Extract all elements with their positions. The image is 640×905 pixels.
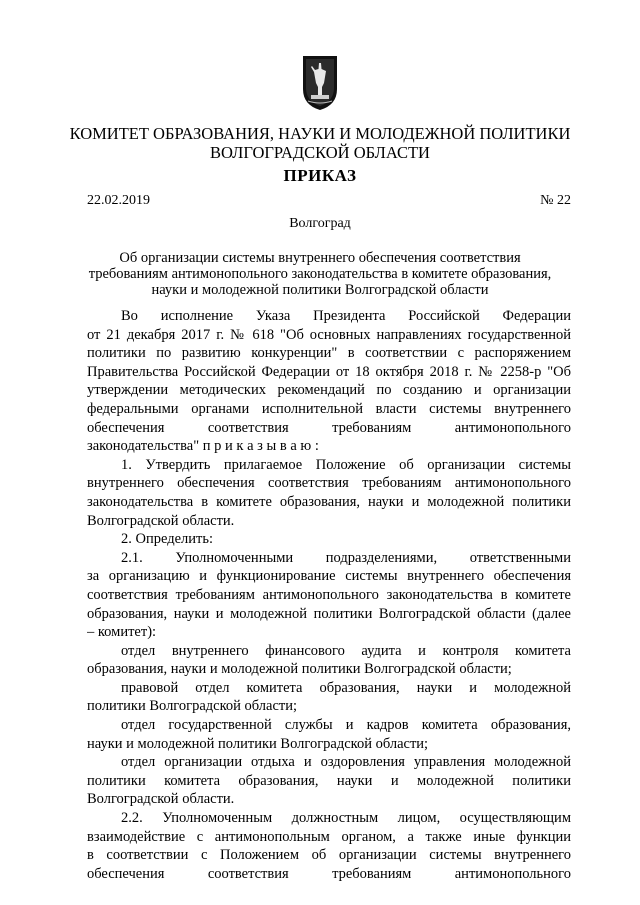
document-number: № 22 xyxy=(540,193,571,208)
body-line: 2.2. Уполномоченным должностным лицом, осуществляющим xyxy=(121,810,571,827)
body-line: – комитет): xyxy=(87,624,157,641)
document-city: Волгоград xyxy=(289,216,351,231)
document-body xyxy=(87,307,571,883)
body-line: законодательства в комитете образования, науки и молодежной политики xyxy=(87,493,571,510)
subject-line: требованиям антимонопольного законодательства в комитете образования, xyxy=(88,266,552,282)
document-type: ПРИКАЗ xyxy=(283,166,357,185)
document-date: 22.02.2019 xyxy=(87,193,150,208)
body-line: 2.1. Уполномоченными подразделениями, ответственными xyxy=(121,549,571,566)
organization-name-line-1: КОМИТЕТ ОБРАЗОВАНИЯ, НАУКИ И МОЛОДЕЖНОЙ ПОЛИТИКИ xyxy=(69,124,571,143)
body-line: политики комитета образования, науки и молодежной политики xyxy=(87,772,571,789)
body-line: от 21 декабря 2017 г. № 618 "Об основных направлениях государственной xyxy=(87,326,571,343)
body-line: 2. Определить: xyxy=(121,531,214,548)
body-line: обеспечения соответствия требованиям антимонопольного xyxy=(87,865,571,882)
body-line: 1. Утвердить прилагаемое Положение об организации системы xyxy=(121,456,571,473)
organization-name-line-2: ВОЛГОГРАДСКОЙ ОБЛАСТИ xyxy=(210,143,430,162)
subject-line: науки и молодежной политики Волгоградской области xyxy=(151,282,489,298)
body-line: федеральными органами исполнительной власти системы внутреннего xyxy=(87,400,571,417)
body-line: отдел организации отдыха и оздоровления управления молодежной xyxy=(121,754,571,771)
body-line: образования, науки и молодежной политики Волгоградской области; xyxy=(87,661,512,678)
body-line: науки и молодежной политики Волгоградской области; xyxy=(87,735,429,752)
body-line: Во исполнение Указа Президента Российской Федерации xyxy=(121,308,571,324)
body-line: политики по развитию конкуренции" в соответствии с распоряжением xyxy=(87,345,571,362)
body-line: образования, науки и молодежной политики Волгоградской области (далее xyxy=(87,605,571,622)
body-line: законодательства" п р и к а з ы в а ю : xyxy=(87,438,319,455)
body-line: за организацию и функционирование системы внутреннего обеспечения xyxy=(87,568,571,585)
body-line: политики Волгоградской области; xyxy=(87,698,298,715)
organization-name xyxy=(40,124,600,162)
body-line: внутреннего обеспечения соответствия требованиям антимонопольного xyxy=(87,475,571,492)
body-line: обеспечения соответствия требованиям антимонопольного xyxy=(87,419,571,436)
body-line: Волгоградской области. xyxy=(87,512,235,529)
body-line: отдел внутреннего финансового аудита и контроля комитета xyxy=(121,642,571,659)
body-line: в соответствии с Положением об организации системы внутреннего xyxy=(87,847,571,864)
subject-line: Об организации системы внутреннего обеспечения соответствия xyxy=(119,250,521,266)
document-subject xyxy=(70,250,570,298)
body-line: Правительства Российской Федерации от 18 октября 2018 г. № 2258-р "Об xyxy=(87,363,571,380)
volgograd-coat-of-arms-icon xyxy=(302,55,338,111)
body-line: соответствия требованиям антимонопольного законодательства в комитете xyxy=(87,586,571,603)
body-line: отдел государственной службы и кадров комитета образования, xyxy=(121,717,571,734)
body-line: взаимодействие с антимонопольным органом, а также иные функции xyxy=(87,828,571,845)
body-line: утверждении методических рекомендаций по созданию и организации xyxy=(87,382,571,399)
body-line: правовой отдел комитета образования, науки и молодежной xyxy=(121,679,571,696)
body-line: Волгоградской области. xyxy=(87,791,235,808)
